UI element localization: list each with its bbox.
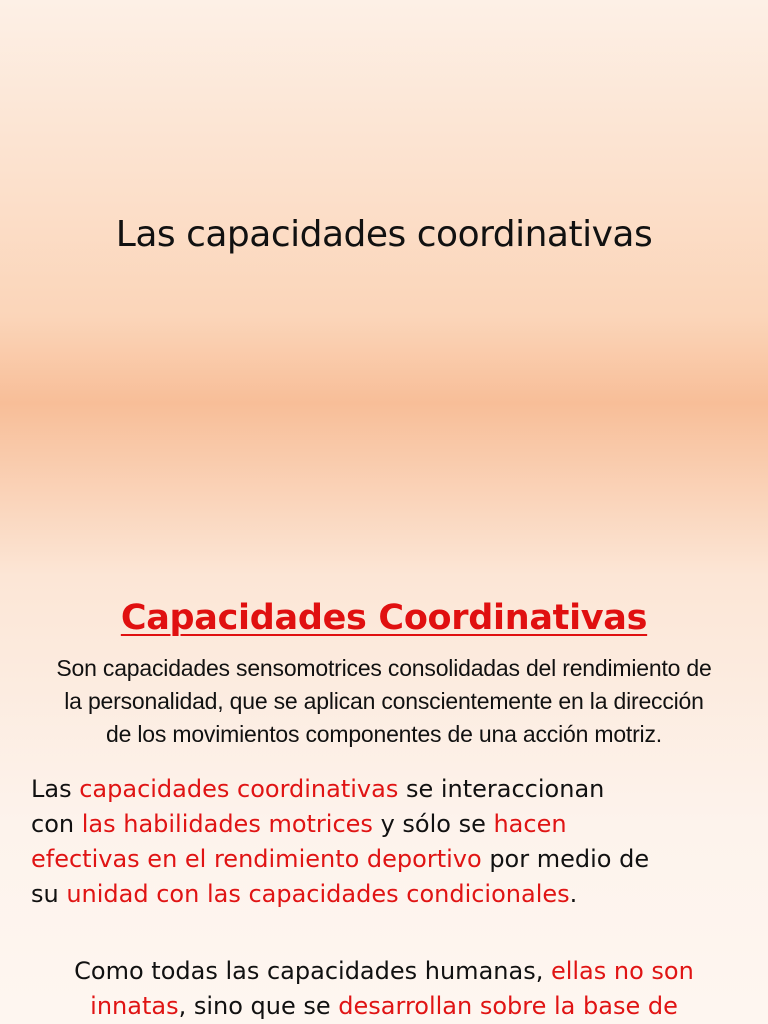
interaction-paragraph	[31, 772, 751, 912]
paragraph-line	[31, 772, 751, 807]
highlighted-text: hacen	[493, 810, 567, 838]
text-segment: , sino que se	[178, 992, 339, 1020]
text-segment: por medio de	[481, 845, 650, 873]
development-paragraph	[14, 954, 754, 1024]
definition-paragraph	[24, 652, 744, 751]
text-segment: Como todas las capacidades humanas,	[74, 957, 551, 985]
text-segment: con	[31, 810, 82, 838]
definition-line: la personalidad, que se aplican conscientemente en la dirección	[64, 688, 704, 714]
paragraph-line	[14, 954, 754, 989]
definition-line: Son capacidades sensomotrices consolidadas del rendimiento de	[56, 655, 712, 681]
paragraph-line	[31, 877, 751, 912]
highlighted-text: innatas	[90, 992, 179, 1020]
slide-2	[0, 576, 768, 1024]
definition-line: de los movimientos componentes de una acción motriz.	[106, 721, 662, 747]
text-segment: .	[569, 880, 578, 908]
paragraph-line	[31, 807, 751, 842]
highlighted-text: capacidades coordinativas	[79, 775, 399, 803]
highlighted-text: las habilidades motrices	[81, 810, 373, 838]
slide-title: Las capacidades coordinativas	[115, 214, 653, 255]
slide-heading: Capacidades Coordinativas	[120, 598, 648, 638]
text-segment: su	[31, 880, 67, 908]
highlighted-text: unidad con las capacidades condicionales	[66, 880, 570, 908]
text-segment: se interaccionan	[398, 775, 605, 803]
paragraph-line	[31, 842, 751, 877]
highlighted-text: desarrollan sobre la base de	[338, 992, 678, 1020]
text-segment: y sólo se	[372, 810, 494, 838]
highlighted-text: efectivas en el rendimiento deportivo	[31, 845, 482, 873]
highlighted-text: ellas no son	[550, 957, 694, 985]
paragraph-line	[14, 989, 754, 1024]
text-segment: Las	[31, 775, 80, 803]
